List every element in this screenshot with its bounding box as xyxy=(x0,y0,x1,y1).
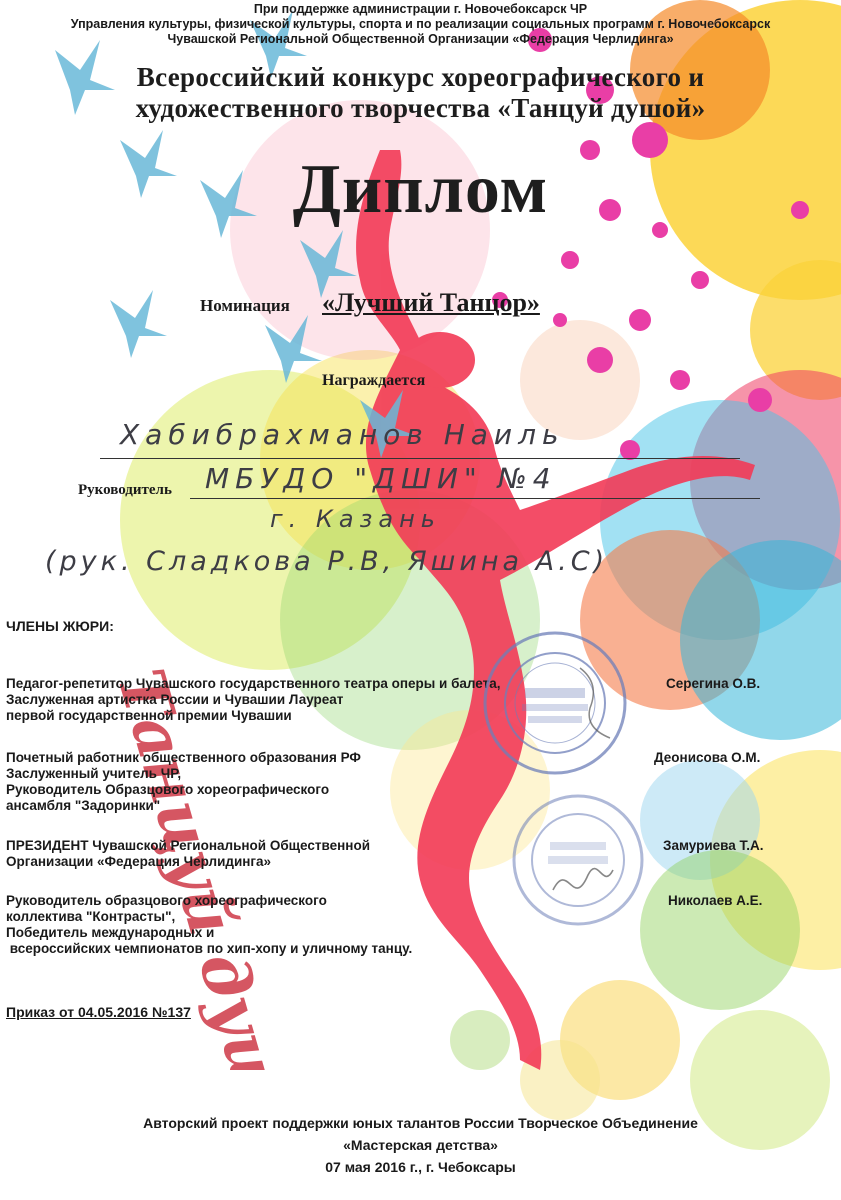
supervisor-handwritten-3: (рук. Сладкова Р.В, Яшина А.С) xyxy=(45,546,609,577)
jury-member-1-line: первой государственной премии Чувашии xyxy=(6,708,292,723)
jury-member-1-name: Серегина О.В. xyxy=(666,676,761,691)
jury-member-2-line: Почетный работник общественного образования РФ xyxy=(6,750,361,765)
support-line: При поддержке администрации г. Новочебоксарск ЧР xyxy=(253,2,588,16)
supervisor-handwritten-1: МБУДО "ДШИ" №4 xyxy=(205,462,557,495)
jury-member-4-line: Руководитель образцового хореографического xyxy=(6,893,327,908)
jury-member-2-name: Деонисова О.М. xyxy=(654,750,761,765)
supervisor-handwritten-2: г. Казань xyxy=(270,505,441,533)
federation-line: Чувашской Региональной Общественной Организации «Федерация Черлидинга» xyxy=(167,32,674,46)
jury-member-1-line: Заслуженная артистка России и Чувашии Лауреат xyxy=(6,692,344,707)
footer-line2: «Мастерская детства» xyxy=(343,1137,498,1153)
contest-title-line1: Всероссийский конкурс хореографического и xyxy=(136,62,705,92)
jury-heading: ЧЛЕНЫ ЖЮРИ: xyxy=(6,618,114,634)
recipient-handwritten: Хабибрахманов Наиль xyxy=(120,418,565,451)
jury-member-3-title xyxy=(6,838,586,870)
supervisor-line xyxy=(190,498,760,499)
jury-member-4-line: коллектива "Контрасты", xyxy=(6,909,176,924)
jury-member-3-name: Замуриева Т.А. xyxy=(663,838,764,853)
recipient-line xyxy=(100,458,740,459)
jury-member-4-line: Победитель международных и xyxy=(6,925,215,940)
jury-member-3-line: Организации «Федерация Черлидинга» xyxy=(6,854,272,869)
jury-member-3-line: ПРЕЗИДЕНТ Чувашской Региональной Общественной xyxy=(6,838,370,853)
footer-line1: Авторский проект поддержки юных талантов России Творческое Объединение xyxy=(143,1115,698,1131)
jury-member-4-line: всероссийских чемпионатов по хип-хопу и уличному танцу. xyxy=(6,941,413,956)
jury-member-2-line: Руководитель Образцового хореографического xyxy=(6,782,330,797)
order-reference: Приказ от 04.05.2016 №137 xyxy=(6,1004,191,1020)
footer-line3: 07 мая 2016 г., г. Чебоксары xyxy=(325,1159,516,1175)
supervisor-label: Руководитель xyxy=(78,482,172,498)
organization-seal-stamp xyxy=(480,628,630,778)
jury-member-4-name: Николаев А.Е. xyxy=(668,893,763,908)
nomination-label: Номинация xyxy=(200,296,290,315)
nomination-value: «Лучший Танцор» xyxy=(322,288,540,317)
awarded-label: Награждается xyxy=(322,372,426,389)
organization-line: Управления культуры, физической культуры, спорта и по реализации социальных программ г. Новочебоксарск xyxy=(70,17,771,31)
diploma-title: Диплом xyxy=(292,151,549,228)
watermark-text: Танцуй душой xyxy=(102,661,280,1070)
jury-member-2-line: Заслуженный учитель ЧР, xyxy=(6,766,182,781)
jury-member-2-line: ансамбля "Задоринки" xyxy=(6,798,161,813)
jury-member-1-line: Педагог-репетитор Чувашского государственного театра оперы и балета, xyxy=(6,676,501,691)
contest-title-line2: художественного творчества «Танцуй душой» xyxy=(135,93,706,123)
city-seal-stamp xyxy=(508,790,648,930)
